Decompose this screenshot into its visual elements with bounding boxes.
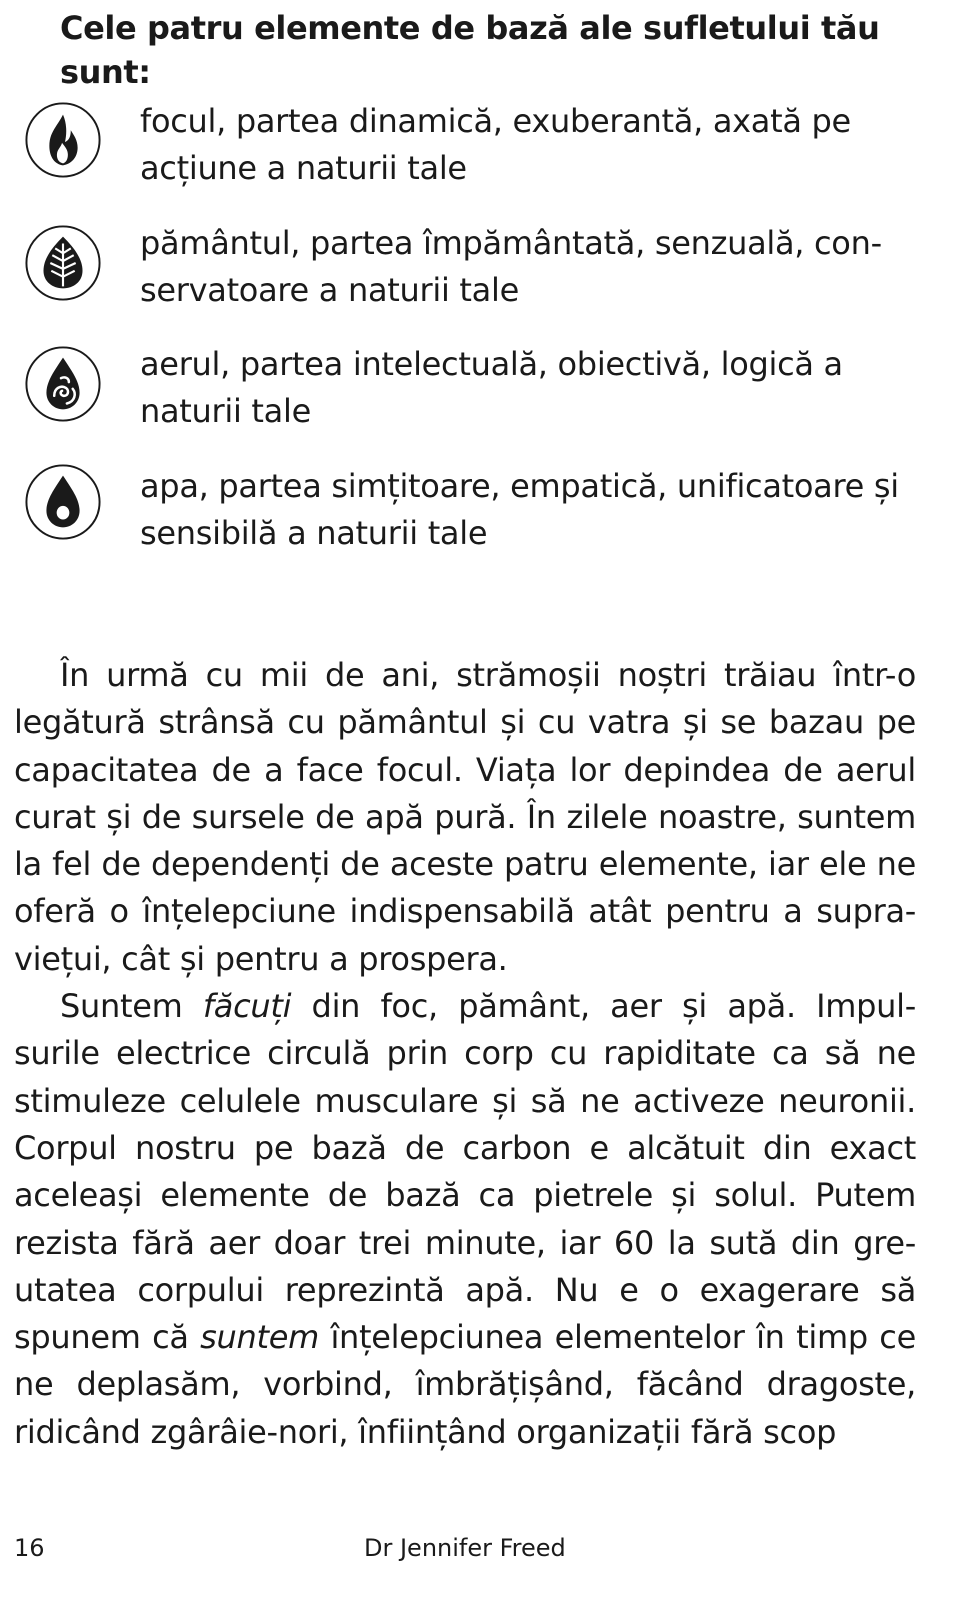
element-text-air: aerul, partea intelectuală, obiectivă, logică a naturii tale bbox=[140, 345, 843, 430]
element-text-water: apa, partea simțitoare, empatică, unificatoare și sensibilă a naturii tale bbox=[140, 467, 899, 552]
element-text-earth: pământul, partea împământată, senzuală, con-servatoare a naturii tale bbox=[140, 224, 882, 309]
water-drop-icon bbox=[24, 463, 102, 541]
paragraph: Suntem făcuți din foc, pământ, aer și apă. Impul-surile electrice circulă prin corp cu rapiditate ca să ne stimuleze celulele musculare și să ne activeze neuronii. Corpul nostru pe bază de carbon e alcătuit din exact aceleași elemente de bază ca pietrele și solul. Putem rezista fără aer doar trei minute, iar 60 la sută din gre-utatea corpului reprezintă apă. Nu e o exagerare să spunem că suntem înțelepciunea elementelor în timp ce ne deplasăm, vorbind, îmbrățișând, făcând dragoste, ridicând zgârâie-nori, înființând organizații fără scop bbox=[14, 987, 917, 1451]
running-footer-author: Dr Jennifer Freed bbox=[364, 1534, 566, 1562]
body-text bbox=[14, 652, 916, 1456]
leaf-icon bbox=[24, 224, 102, 302]
page-heading: Cele patru elemente de bază ale sufletului tău sunt: bbox=[60, 9, 880, 91]
emphasis: suntem bbox=[200, 1318, 319, 1357]
fire-icon bbox=[24, 101, 102, 179]
element-item-water bbox=[0, 463, 978, 573]
emphasis: făcuți bbox=[202, 987, 292, 1026]
air-swirl-icon bbox=[24, 345, 102, 423]
element-item-air bbox=[0, 341, 978, 451]
page-number: 16 bbox=[14, 1534, 45, 1562]
element-item-fire bbox=[0, 98, 978, 208]
element-item-earth bbox=[0, 220, 978, 330]
paragraph: În urmă cu mii de ani, strămoșii noștri trăiau într-o legătură strânsă cu pământul și cu vatra și se bazau pe capacitatea de a face focul. Viața lor depindea de aerul curat și de sursele de apă pură. În zilele noastre, suntem la fel de dependenți de aceste patru elemente, iar ele ne oferă o înțelepciune indispensabilă atât pentru a supra-viețui, cât și pentru a prospera. bbox=[14, 656, 916, 978]
element-text-fire: focul, partea dinamică, exuberantă, axată pe acțiune a naturii tale bbox=[140, 102, 851, 187]
page-footer bbox=[14, 1528, 964, 1568]
